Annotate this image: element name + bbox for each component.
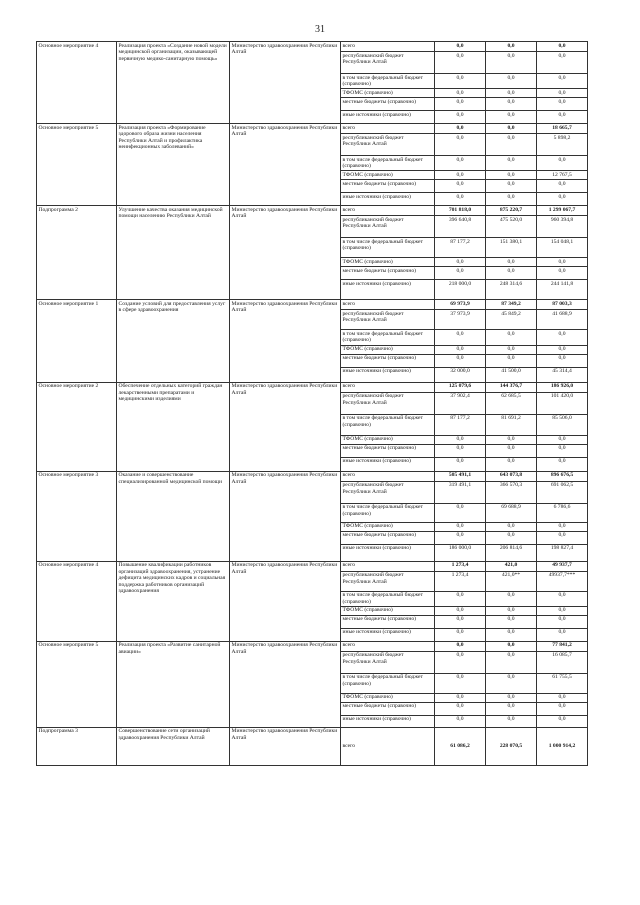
funding-source: иные источники (справочно) [341, 544, 435, 561]
amount-cell: 49 937,7 [537, 561, 588, 571]
funding-source: республиканский бюджет Республики Алтай [341, 310, 435, 330]
amount-cell: 85 506,0 [537, 414, 588, 435]
amount-cell: 0,0 [486, 591, 537, 606]
amount-cell: 0,0 [435, 615, 486, 628]
funding-source: иные источники (справочно) [341, 457, 435, 471]
block-executor: Министерство здравоохранения Республики Алтай [230, 561, 341, 641]
funding-source: всего [341, 300, 435, 310]
funding-source: местные бюджеты (справочно) [341, 354, 435, 367]
funding-source: республиканский бюджет Республики Алтай [341, 571, 435, 591]
amount-cell: 0,0 [537, 180, 588, 193]
table-row [37, 471, 588, 481]
block-name: Основное мероприятие 4 [37, 42, 117, 124]
block-executor: Министерство здравоохранения Республики Алтай [230, 727, 341, 765]
funding-source: всего [341, 727, 435, 765]
amount-cell: 0,0 [435, 258, 486, 267]
amount-cell: 0,0 [537, 193, 588, 206]
amount-cell: 0,0 [486, 52, 537, 74]
amount-cell: 87 177,2 [435, 238, 486, 258]
table-row [37, 300, 588, 310]
amount-cell: 0,0 [486, 193, 537, 206]
table-row [37, 382, 588, 392]
amount-cell: 0,0 [486, 522, 537, 531]
table-row [37, 206, 588, 216]
amount-cell: 319 491,1 [435, 481, 486, 503]
amount-cell: 62 685,5 [486, 392, 537, 414]
funding-source: местные бюджеты (справочно) [341, 180, 435, 193]
funding-source: в том числе федеральный бюджет (справочно) [341, 591, 435, 606]
amount-cell: 0,0 [486, 330, 537, 345]
funding-source: иные источники (справочно) [341, 193, 435, 206]
amount-cell: 0,0 [435, 354, 486, 367]
budget-table-body [37, 42, 588, 766]
funding-source: ТФОМС (справочно) [341, 258, 435, 267]
amount-cell: 154 048,1 [537, 238, 588, 258]
amount-cell: 37 973,9 [435, 310, 486, 330]
amount-cell: 875 220,7 [486, 206, 537, 216]
block-name: Основное мероприятие 3 [37, 471, 117, 561]
block-executor: Министерство здравоохранения Республики Алтай [230, 382, 341, 471]
amount-cell: 0,0 [537, 531, 588, 544]
amount-cell: 0,0 [435, 531, 486, 544]
amount-cell: 87 177,2 [435, 414, 486, 435]
amount-cell: 0,0 [486, 673, 537, 693]
funding-source: ТФОМС (справочно) [341, 522, 435, 531]
table-row [37, 727, 588, 765]
funding-source: в том числе федеральный бюджет (справочно) [341, 74, 435, 89]
amount-cell: 77 841,2 [537, 641, 588, 651]
funding-source: республиканский бюджет Республики Алтай [341, 481, 435, 503]
amount-cell: 0,0 [537, 435, 588, 444]
amount-cell: 0,0 [435, 444, 486, 457]
amount-cell: 0,0 [435, 457, 486, 471]
amount-cell: 0,0 [435, 52, 486, 74]
funding-source: иные источники (справочно) [341, 628, 435, 641]
amount-cell: 248 314,6 [486, 280, 537, 300]
amount-cell: 0,0 [486, 345, 537, 354]
amount-cell: 0,0 [435, 651, 486, 673]
amount-cell: 45 849,2 [486, 310, 537, 330]
funding-source: всего [341, 471, 435, 481]
funding-source: республиканский бюджет Республики Алтай [341, 392, 435, 414]
amount-cell: 475 520,0 [486, 216, 537, 238]
block-description: Реализация проекта «Развитие санитарной авиации» [117, 641, 230, 727]
block-name: Основное мероприятие 4 [37, 561, 117, 641]
amount-cell: 0,0 [435, 702, 486, 715]
amount-cell: 49937,7*** [537, 571, 588, 591]
amount-cell: 0,0 [537, 702, 588, 715]
amount-cell: 0,0 [435, 193, 486, 206]
funding-source: республиканский бюджет Республики Алтай [341, 651, 435, 673]
amount-cell: 5 898,2 [537, 134, 588, 156]
funding-source: иные источники (справочно) [341, 715, 435, 727]
amount-cell: 37 902,4 [435, 392, 486, 414]
funding-source: в том числе федеральный бюджет (справочно) [341, 673, 435, 693]
amount-cell: 206 814,6 [486, 544, 537, 561]
amount-cell: 0,0 [537, 330, 588, 345]
funding-source: иные источники (справочно) [341, 280, 435, 300]
amount-cell: 0,0 [486, 693, 537, 702]
block-name: Основное мероприятие 2 [37, 382, 117, 471]
amount-cell: 32 000,0 [435, 367, 486, 382]
funding-source: всего [341, 641, 435, 651]
funding-source: ТФОМС (справочно) [341, 606, 435, 615]
amount-cell: 1 000 914,2 [537, 727, 588, 765]
amount-cell: 0,0 [537, 42, 588, 52]
amount-cell: 0,0 [537, 354, 588, 367]
amount-cell: 701 818,0 [435, 206, 486, 216]
amount-cell: 0,0 [486, 615, 537, 628]
amount-cell: 0,0 [486, 134, 537, 156]
amount-cell: 0,0 [537, 693, 588, 702]
amount-cell: 87 003,3 [537, 300, 588, 310]
amount-cell: 366 570,3 [486, 481, 537, 503]
amount-cell: 0,0 [537, 52, 588, 74]
block-name: Подпрограмма 2 [37, 206, 117, 300]
amount-cell: 186 000,0 [435, 544, 486, 561]
amount-cell: 0,0 [537, 615, 588, 628]
amount-cell: 421,0** [486, 571, 537, 591]
amount-cell: 0,0 [486, 171, 537, 180]
amount-cell: 0,0 [486, 628, 537, 641]
amount-cell: 0,0 [435, 673, 486, 693]
amount-cell: 0,0 [435, 330, 486, 345]
amount-cell: 0,0 [435, 156, 486, 171]
amount-cell: 0,0 [435, 267, 486, 280]
amount-cell: 6 786,6 [537, 503, 588, 522]
block-executor: Министерство здравоохранения Республики Алтай [230, 300, 341, 382]
amount-cell: 0,0 [435, 606, 486, 615]
block-name: Основное мероприятие 1 [37, 300, 117, 382]
block-description: Создание условий для предоставления услуг в сфере здравоохранения [117, 300, 230, 382]
funding-source: иные источники (справочно) [341, 111, 435, 124]
amount-cell: 896 676,5 [537, 471, 588, 481]
amount-cell: 61 086,2 [435, 727, 486, 765]
amount-cell: 0,0 [486, 457, 537, 471]
block-description: Реализация проекта «Формирование здорового образа жизни населения Республики Алтай и профилактика неинфекционных заболеваний» [117, 124, 230, 206]
amount-cell: 691 062,5 [537, 481, 588, 503]
amount-cell: 0,0 [486, 444, 537, 457]
amount-cell: 12 767,5 [537, 171, 588, 180]
block-description: Совершенствование сети организаций здравоохранения Республики Алтай [117, 727, 230, 765]
table-row [37, 42, 588, 52]
amount-cell: 0,0 [435, 503, 486, 522]
amount-cell: 0,0 [435, 641, 486, 651]
amount-cell: 960 394,8 [537, 216, 588, 238]
amount-cell: 0,0 [537, 345, 588, 354]
amount-cell: 0,0 [537, 111, 588, 124]
amount-cell: 0,0 [435, 180, 486, 193]
amount-cell: 0,0 [435, 74, 486, 89]
funding-source: в том числе федеральный бюджет (справочно) [341, 330, 435, 345]
amount-cell: 0,0 [486, 42, 537, 52]
amount-cell: 0,0 [486, 531, 537, 544]
amount-cell: 0,0 [435, 628, 486, 641]
funding-source: местные бюджеты (справочно) [341, 615, 435, 628]
amount-cell: 186 926,0 [537, 382, 588, 392]
amount-cell: 218 000,0 [435, 280, 486, 300]
amount-cell: 0,0 [486, 606, 537, 615]
funding-source: всего [341, 42, 435, 52]
amount-cell: 45 314,4 [537, 367, 588, 382]
amount-cell: 0,0 [435, 693, 486, 702]
amount-cell: 0,0 [435, 134, 486, 156]
funding-source: местные бюджеты (справочно) [341, 98, 435, 111]
funding-source: местные бюджеты (справочно) [341, 702, 435, 715]
funding-source: местные бюджеты (справочно) [341, 267, 435, 280]
amount-cell: 0,0 [435, 522, 486, 531]
amount-cell: 0,0 [537, 267, 588, 280]
amount-cell: 61 755,5 [537, 673, 588, 693]
amount-cell: 69 973,9 [435, 300, 486, 310]
amount-cell: 0,0 [537, 591, 588, 606]
funding-source: всего [341, 382, 435, 392]
amount-cell: 41 500,0 [486, 367, 537, 382]
amount-cell: 0,0 [486, 641, 537, 651]
funding-source: иные источники (справочно) [341, 367, 435, 382]
amount-cell: 0,0 [435, 715, 486, 727]
amount-cell: 198 827,4 [537, 544, 588, 561]
amount-cell: 396 640,8 [435, 216, 486, 238]
amount-cell: 87 349,2 [486, 300, 537, 310]
amount-cell: 0,0 [486, 651, 537, 673]
table-row [37, 561, 588, 571]
amount-cell: 0,0 [435, 98, 486, 111]
amount-cell: 0,0 [486, 267, 537, 280]
amount-cell: 1 299 067,7 [537, 206, 588, 216]
amount-cell: 0,0 [486, 156, 537, 171]
block-executor: Министерство здравоохранения Республики Алтай [230, 641, 341, 727]
amount-cell: 0,0 [537, 444, 588, 457]
amount-cell: 0,0 [486, 715, 537, 727]
amount-cell: 421,0 [486, 561, 537, 571]
block-name: Основное мероприятие 5 [37, 124, 117, 206]
amount-cell: 18 665,7 [537, 124, 588, 134]
block-name: Подпрограмма 3 [37, 727, 117, 765]
block-executor: Министерство здравоохранения Республики Алтай [230, 471, 341, 561]
amount-cell: 0,0 [486, 111, 537, 124]
funding-source: в том числе федеральный бюджет (справочно) [341, 156, 435, 171]
amount-cell: 0,0 [537, 606, 588, 615]
amount-cell: 0,0 [486, 180, 537, 193]
funding-source: местные бюджеты (справочно) [341, 531, 435, 544]
block-description: Оказание и совершенствование специализированной медицинской помощи [117, 471, 230, 561]
amount-cell: 41 688,9 [537, 310, 588, 330]
funding-source: республиканский бюджет Республики Алтай [341, 134, 435, 156]
amount-cell: 0,0 [537, 98, 588, 111]
block-name: Основное мероприятие 5 [37, 641, 117, 727]
funding-source: всего [341, 124, 435, 134]
amount-cell: 101 420,0 [537, 392, 588, 414]
amount-cell: 0,0 [537, 522, 588, 531]
amount-cell: 0,0 [435, 124, 486, 134]
funding-source: ТФОМС (справочно) [341, 345, 435, 354]
amount-cell: 151 380,1 [486, 238, 537, 258]
amount-cell: 0,0 [486, 258, 537, 267]
amount-cell: 0,0 [435, 42, 486, 52]
amount-cell: 0,0 [486, 89, 537, 98]
amount-cell: 643 073,8 [486, 471, 537, 481]
amount-cell: 0,0 [486, 702, 537, 715]
amount-cell: 0,0 [537, 628, 588, 641]
funding-source: местные бюджеты (справочно) [341, 444, 435, 457]
amount-cell: 0,0 [537, 156, 588, 171]
amount-cell: 0,0 [537, 74, 588, 89]
block-description: Реализация проекта «Создание новой модели медицинской организации, оказывающей первичную медико-санитарную помощь» [117, 42, 230, 124]
funding-source: всего [341, 561, 435, 571]
amount-cell: 505 491,1 [435, 471, 486, 481]
funding-source: республиканский бюджет Республики Алтай [341, 52, 435, 74]
amount-cell: 0,0 [486, 435, 537, 444]
amount-cell: 0,0 [537, 715, 588, 727]
amount-cell: 0,0 [435, 435, 486, 444]
block-description: Повышение квалификации работников организаций здравоохранения, устранение дефицита медицинских кадров и социальная поддержка работников организаций здравоохранения [117, 561, 230, 641]
funding-source: в том числе федеральный бюджет (справочно) [341, 503, 435, 522]
amount-cell: 0,0 [435, 89, 486, 98]
block-description: Улучшение качества оказания медицинской помощи населению Республики Алтай [117, 206, 230, 300]
amount-cell: 0,0 [435, 591, 486, 606]
amount-cell: 228 070,5 [486, 727, 537, 765]
block-executor: Министерство здравоохранения Республики Алтай [230, 124, 341, 206]
amount-cell: 0,0 [486, 98, 537, 111]
amount-cell: 0,0 [537, 89, 588, 98]
amount-cell: 0,0 [435, 345, 486, 354]
amount-cell: 144 376,7 [486, 382, 537, 392]
amount-cell: 1 273,4 [435, 571, 486, 591]
funding-source: ТФОМС (справочно) [341, 693, 435, 702]
amount-cell: 125 079,6 [435, 382, 486, 392]
amount-cell: 0,0 [486, 74, 537, 89]
table-row [37, 641, 588, 651]
amount-cell: 244 141,8 [537, 280, 588, 300]
block-executor: Министерство здравоохранения Республики Алтай [230, 206, 341, 300]
amount-cell: 1 273,4 [435, 561, 486, 571]
funding-source: ТФОМС (справочно) [341, 89, 435, 98]
amount-cell: 0,0 [435, 111, 486, 124]
funding-source: всего [341, 206, 435, 216]
budget-table [36, 41, 588, 766]
amount-cell: 0,0 [486, 124, 537, 134]
page-number: 31 [315, 24, 325, 35]
amount-cell: 0,0 [537, 457, 588, 471]
table-row [37, 124, 588, 134]
amount-cell: 0,0 [435, 171, 486, 180]
block-executor: Министерство здравоохранения Республики Алтай [230, 42, 341, 124]
funding-source: республиканский бюджет Республики Алтай [341, 216, 435, 238]
amount-cell: 81 691,2 [486, 414, 537, 435]
funding-source: в том числе федеральный бюджет (справочно) [341, 238, 435, 258]
amount-cell: 16 085,7 [537, 651, 588, 673]
funding-source: ТФОМС (справочно) [341, 435, 435, 444]
funding-source: ТФОМС (справочно) [341, 171, 435, 180]
amount-cell: 0,0 [537, 258, 588, 267]
block-description: Обеспечение отдельных категорий граждан лекарственными препаратами и медицинскими изделиями [117, 382, 230, 471]
amount-cell: 0,0 [486, 354, 537, 367]
amount-cell: 69 688,9 [486, 503, 537, 522]
funding-source: в том числе федеральный бюджет (справочно) [341, 414, 435, 435]
